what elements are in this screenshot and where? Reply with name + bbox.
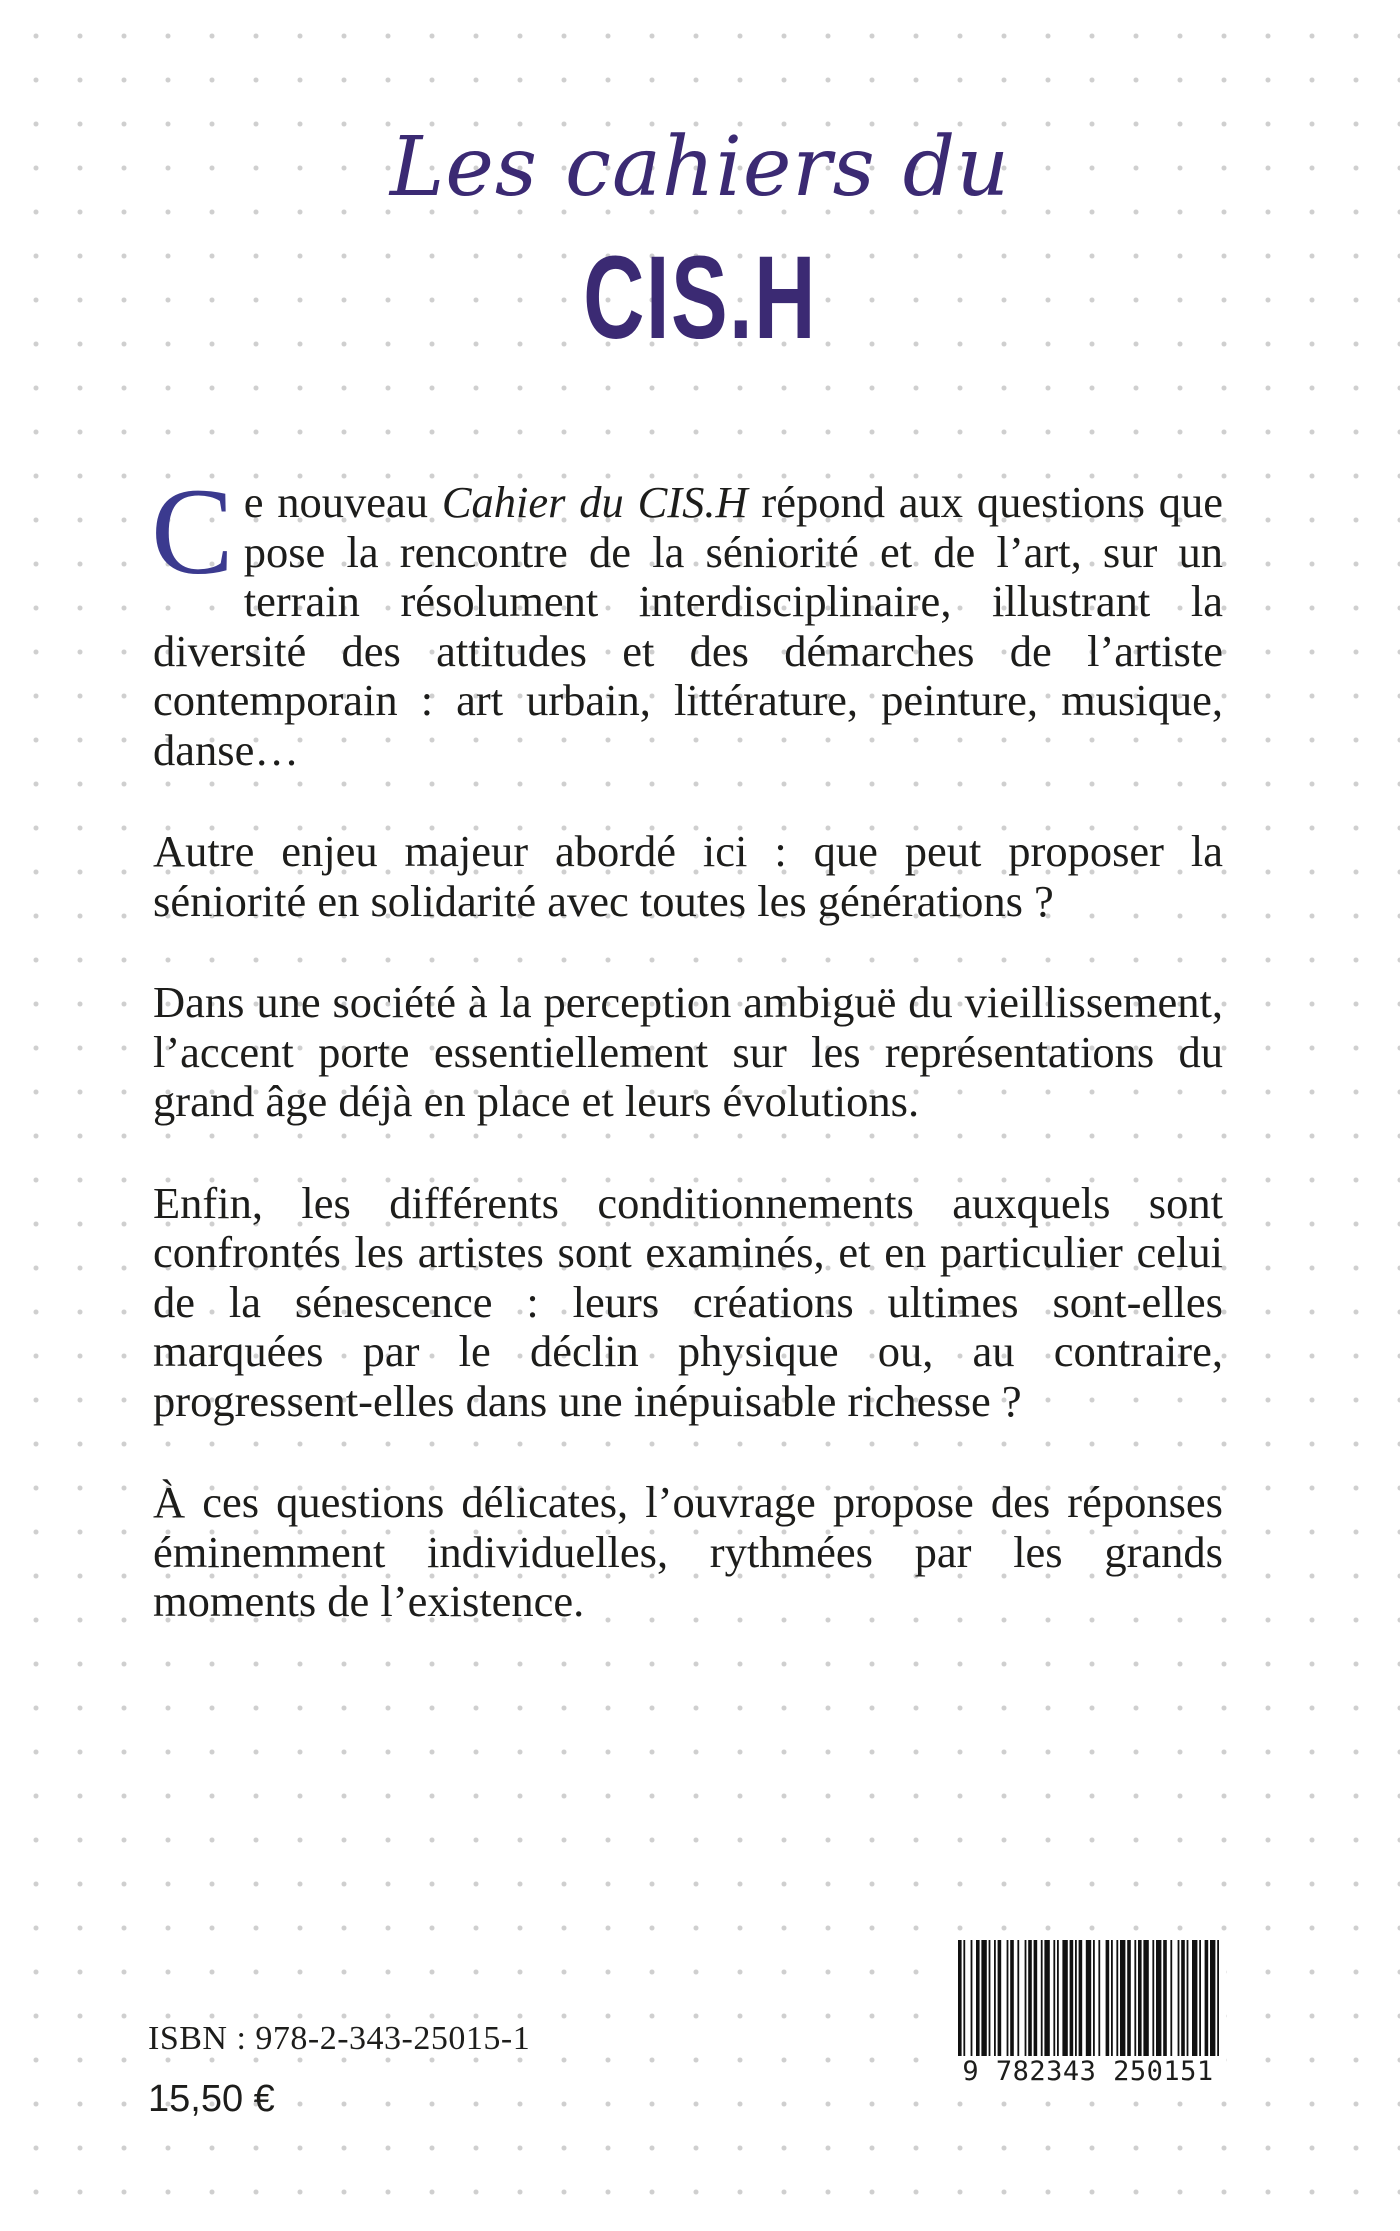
isbn-label: ISBN : 978-2-343-25015-1 xyxy=(148,2020,531,2057)
drop-cap: C xyxy=(151,463,234,600)
barcode xyxy=(950,1938,1226,2090)
barcode-digits: 9 782343 250151 xyxy=(950,2056,1226,2087)
blurb-paragraph-2: Autre enjeu majeur abordé ici : que peut proposer la séniorité en solidarité avec toutes les générations ? xyxy=(153,826,1223,926)
blurb-paragraph-5: À ces questions délicates, l’ouvrage propose des réponses éminemment individuelles, rythmées par les grands moments de l’existence. xyxy=(153,1477,1223,1626)
blurb-paragraph-3: Dans une société à la perception ambiguë du vieillissement, l’accent porte essentiellement sur les représentations du grand âge déjà en place et leurs évolutions. xyxy=(153,977,1223,1126)
price-label: 15,50 € xyxy=(148,2078,275,2120)
p1-text-b: répond aux questions que pose la rencontre de la séniorité et de l’art, sur un terrain résolument interdisciplinaire, illustrant la diversité des attitudes et des démarches de l’artiste contemporain : art urbain, littérature, peinture, musique, danse… xyxy=(153,477,1224,775)
blurb-paragraph-1 xyxy=(151,463,1224,775)
barcode-bars xyxy=(950,1938,1226,2062)
series-title-main: CIS.H xyxy=(583,232,817,364)
blurb-paragraph-4: Enfin, les différents conditionnements auxquels sont confrontés les artistes sont examinés, et en particulier celui de la sénescence : leurs créations ultimes sont-elles marquées par le déclin physique ou, au contraire, progressent-elles dans une inépuisable richesse ? xyxy=(153,1177,1223,1426)
p1-text-a: e nouveau xyxy=(243,477,442,527)
p1-italic-title: Cahier du CIS.H xyxy=(441,477,748,527)
blurb xyxy=(151,463,1224,1679)
series-title-script: Les cahiers du xyxy=(389,120,1011,215)
